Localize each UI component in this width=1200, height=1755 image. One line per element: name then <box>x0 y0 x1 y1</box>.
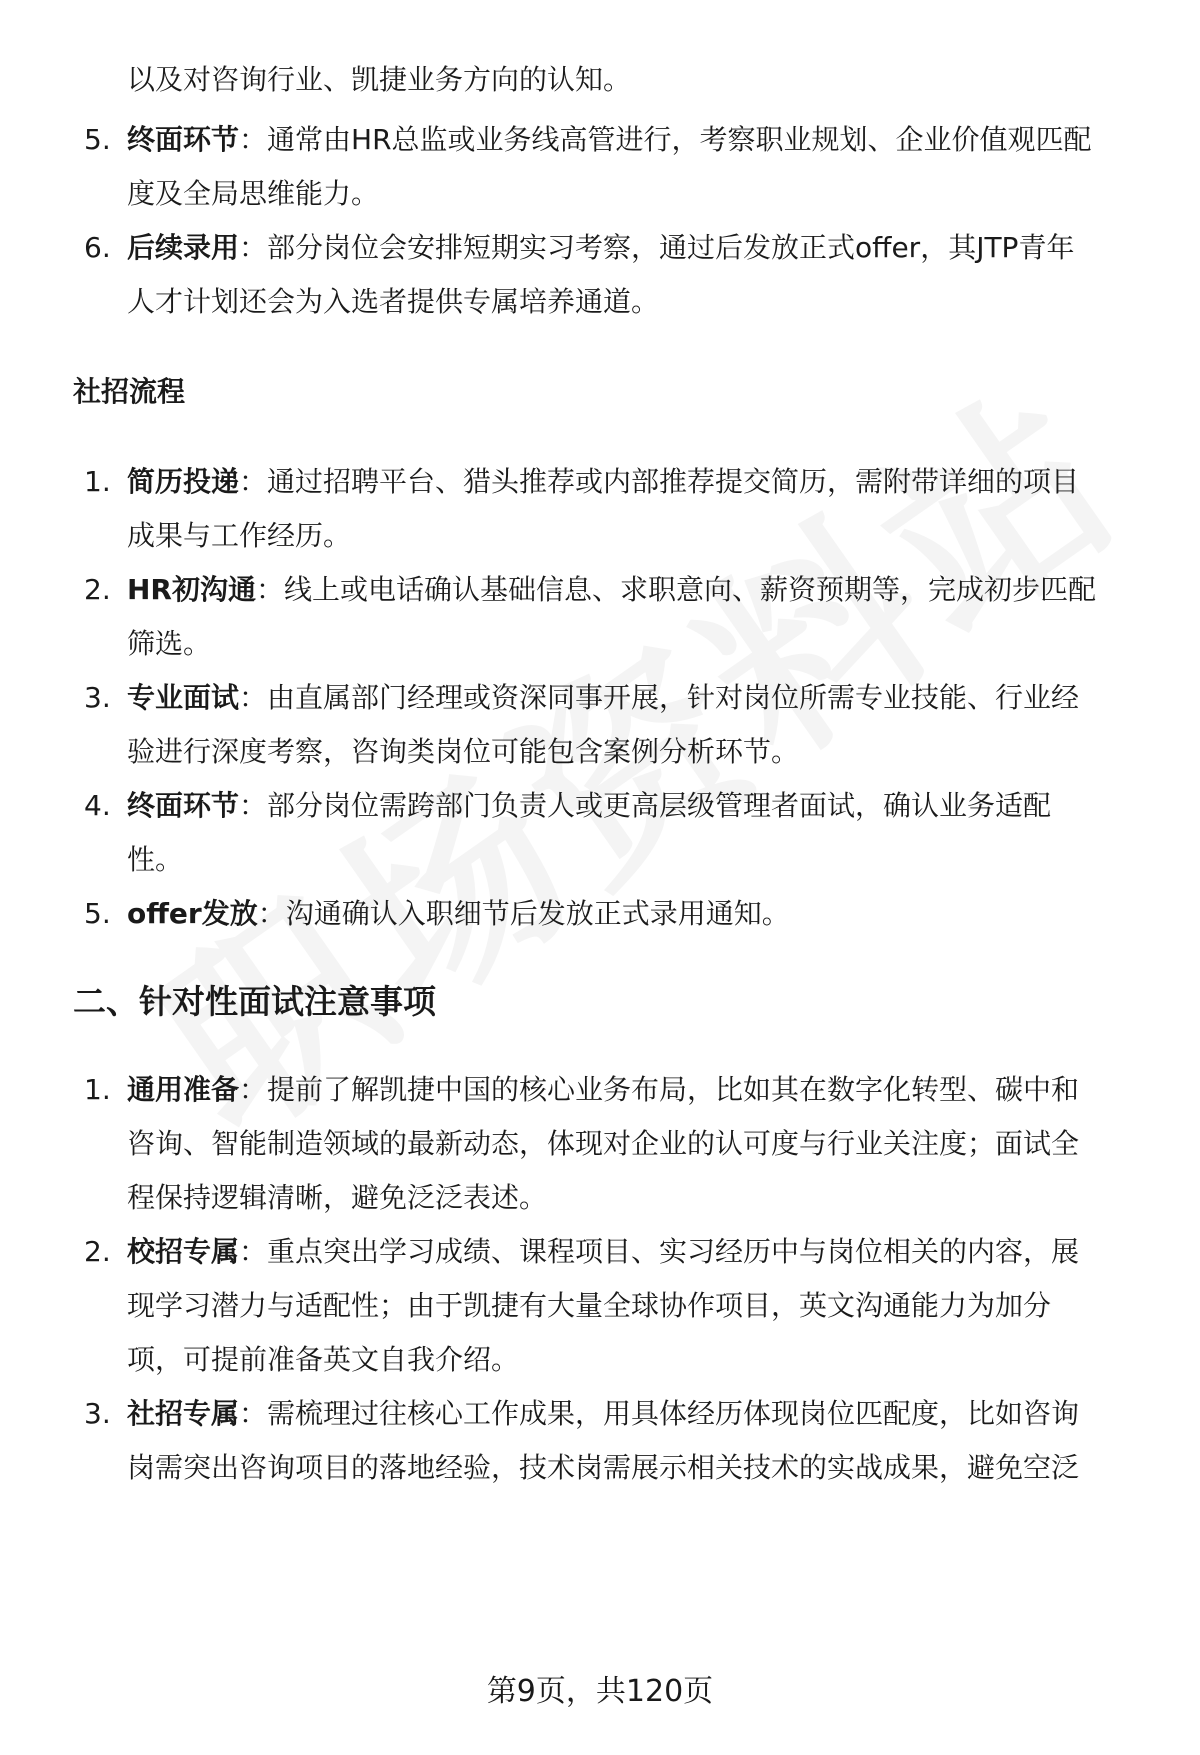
item-text: 通常由HR总监或业务线高管进行，考察职业规划、企业价值观匹配 <box>267 123 1092 156</box>
item-text: 由直属部门经理或资深同事开展，针对岗位所需专业技能、行业经 <box>267 681 1080 714</box>
item-text: 部分岗位需跨部门负责人或更高层级管理者面试，确认业务适配 <box>267 789 1052 822</box>
item-text: 咨询、智能制造领域的最新动态，体现对企业的认可度与行业关注度；面试全 <box>127 1127 1080 1160</box>
item-separator: ： <box>239 1397 268 1430</box>
item-text: 程保持逻辑清晰，避免泛泛表述。 <box>127 1181 548 1214</box>
item-text: 提前了解凯捷中国的核心业务布局，比如其在数字化转型、碳中和 <box>267 1073 1080 1106</box>
item-text: 重点突出学习成绩、课程项目、实习经历中与岗位相关的内容，展 <box>267 1235 1080 1268</box>
list-number: 5. <box>84 897 111 930</box>
item-text: 验进行深度考察，咨询类岗位可能包含案例分析环节。 <box>127 735 800 768</box>
item-text: 人才计划还会为入选者提供专属培养通道。 <box>127 285 660 318</box>
list-number: 5. <box>84 123 111 156</box>
item-title: offer发放 <box>127 897 258 930</box>
item-text: 筛选。 <box>127 627 212 660</box>
item-separator: ： <box>256 573 285 606</box>
item-separator: ： <box>257 897 286 930</box>
item-title: 终面环节 <box>127 123 240 156</box>
item-text: 项，可提前准备英文自我介绍。 <box>127 1343 520 1376</box>
list-number: 6. <box>84 231 111 264</box>
item-text: 部分岗位会安排短期实习考察，通过后发放正式offer，其JTP青年 <box>267 231 1075 264</box>
list-number: 4. <box>84 789 111 822</box>
list-number: 3. <box>84 1397 111 1430</box>
item-text: 性。 <box>127 843 184 876</box>
list-number: 3. <box>84 681 111 714</box>
list-number: 2. <box>84 573 111 606</box>
item-title: HR初沟通 <box>127 573 256 606</box>
item-text: 需梳理过往核心工作成果，用具体经历体现岗位匹配度，比如咨询 <box>267 1397 1080 1430</box>
item-title: 社招专属 <box>127 1397 240 1430</box>
item-separator: ： <box>239 681 268 714</box>
section-heading-2: 二、针对性面试注意事项 <box>73 982 436 1021</box>
list-number: 1. <box>84 1073 111 1106</box>
item-title: 校招专属 <box>127 1235 240 1268</box>
section-heading-social: 社招流程 <box>73 375 186 408</box>
item-text: 通过招聘平台、猎头推荐或内部推荐提交简历，需附带详细的项目 <box>267 465 1080 498</box>
list-number: 2. <box>84 1235 111 1268</box>
item-text: 沟通确认入职细节后发放正式录用通知。 <box>285 897 790 930</box>
item-text: 成果与工作经历。 <box>127 519 352 552</box>
item-title: 通用准备 <box>127 1073 240 1106</box>
item-separator: ： <box>239 789 268 822</box>
item-separator: ： <box>239 231 268 264</box>
page-number: 第9页，共120页 <box>486 1674 714 1709</box>
item-title: 专业面试 <box>127 681 240 714</box>
intro-line: 以及对咨询行业、凯捷业务方向的认知。 <box>127 63 632 96</box>
list-number: 1. <box>84 465 111 498</box>
item-text: 现学习潜力与适配性；由于凯捷有大量全球协作项目，英文沟通能力为加分 <box>127 1289 1052 1322</box>
item-text: 度及全局思维能力。 <box>127 177 380 210</box>
item-title: 终面环节 <box>127 789 240 822</box>
item-title: 简历投递 <box>127 465 240 498</box>
item-separator: ： <box>239 1235 268 1268</box>
item-separator: ： <box>239 1073 268 1106</box>
item-title: 后续录用 <box>127 231 240 264</box>
item-text: 岗需突出咨询项目的落地经验，技术岗需展示相关技术的实战成果，避免空泛 <box>127 1451 1080 1484</box>
item-separator: ： <box>239 123 268 156</box>
item-separator: ： <box>239 465 268 498</box>
item-text: 线上或电话确认基础信息、求职意向、薪资预期等，完成初步匹配 <box>284 573 1097 606</box>
